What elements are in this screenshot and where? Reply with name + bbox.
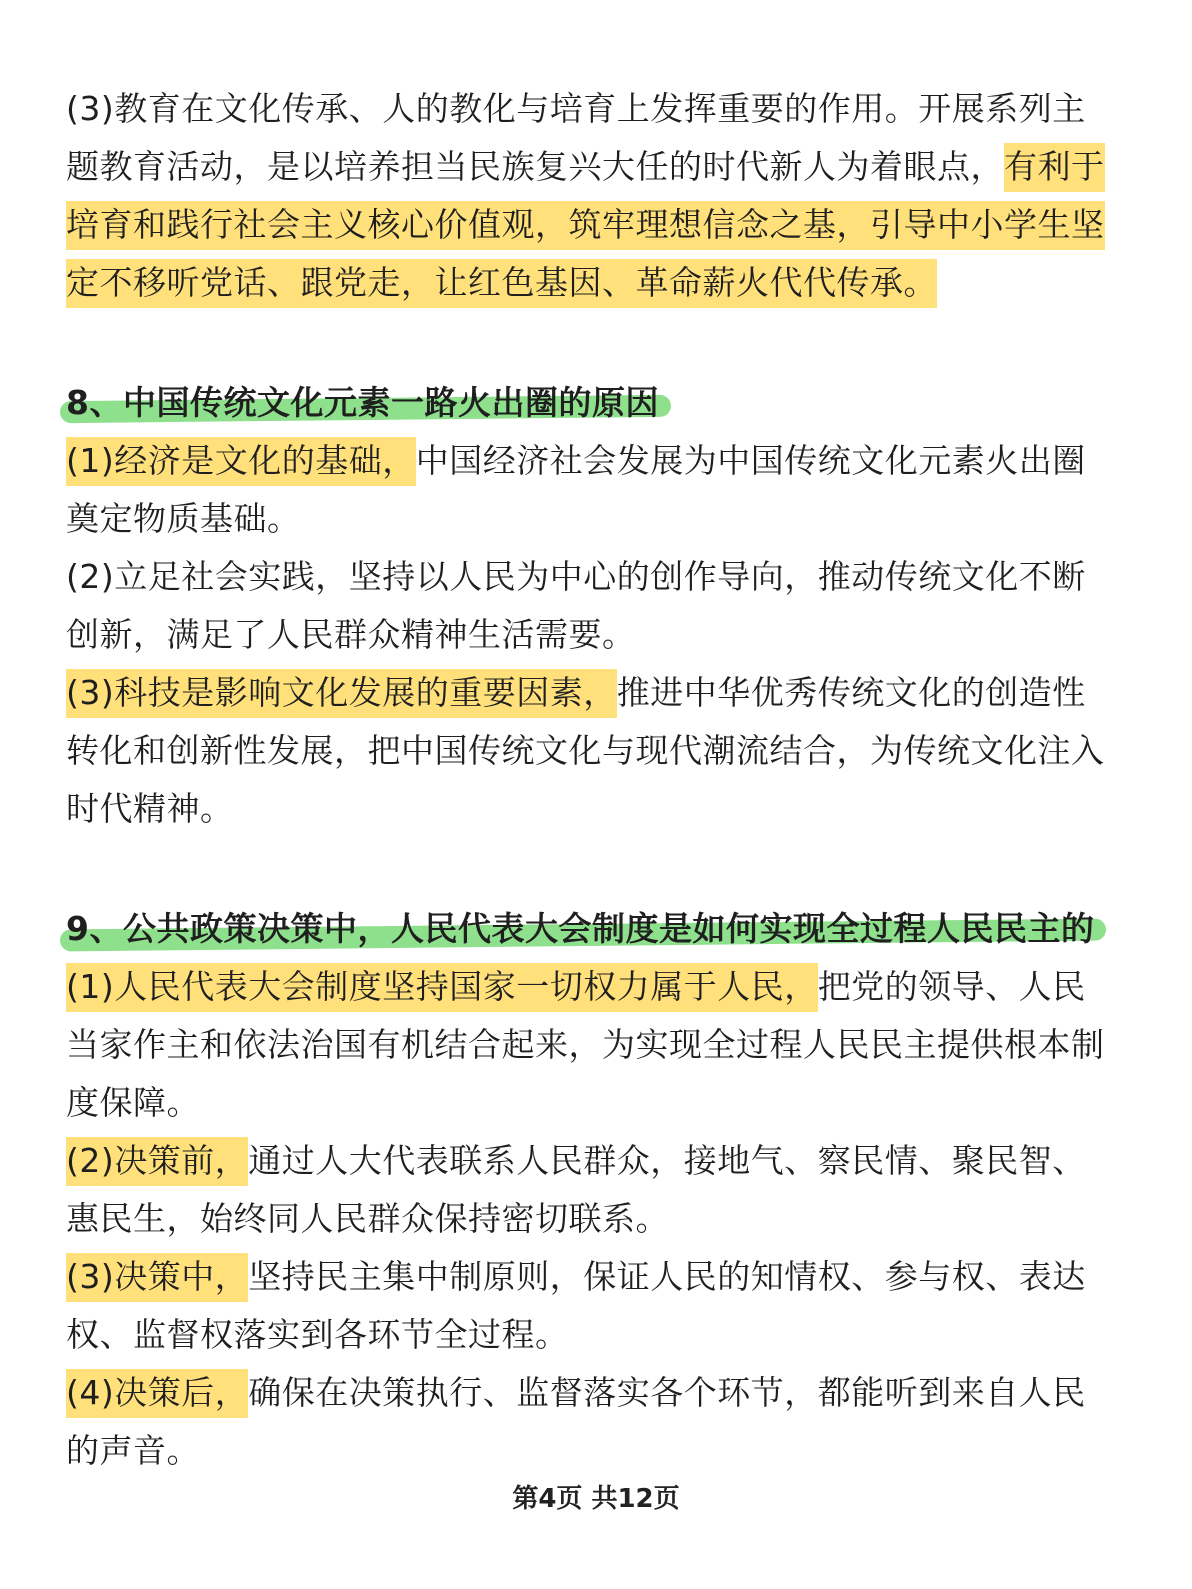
sec7-line-4 (66, 254, 1126, 312)
text-segment: 的声音。 (66, 1431, 200, 1470)
highlighted-text: 有利于 (1004, 143, 1105, 192)
text-segment: 中国经济社会发展为中国传统文化元素火出圈 (415, 441, 1086, 480)
text-segment: 推进中华优秀传统文化的创造性 (616, 673, 1086, 712)
sec8-p1-line-1 (66, 432, 1126, 490)
text-segment: 把党的领导、人民 (817, 967, 1086, 1006)
sec9-p3-line-2 (66, 1306, 1126, 1364)
sec8-p3-line-1 (66, 664, 1126, 722)
text-segment: 坚持民主集中制原则，保证人民的知情权、参与权、表达 (248, 1257, 1086, 1296)
sec9-p2-line-1 (66, 1132, 1126, 1190)
highlighted-text: (2)决策前， (66, 1137, 248, 1186)
sec8-p1-line-2 (66, 490, 1126, 548)
text-segment: (2)立足社会实践，坚持以人民为中心的创作导向，推动传统文化不断 (66, 557, 1086, 596)
heading-text: 8、中国传统文化元素一路火出圈的原因 (66, 383, 659, 422)
text-segment: 时代精神。 (66, 789, 234, 828)
highlighted-text: (3)决策中， (66, 1253, 248, 1302)
sec9-p4-line-2 (66, 1422, 1126, 1480)
section-gap (66, 312, 1126, 374)
highlighted-text: 定不移听党话、跟党走，让红色基因、革命薪火代代传承。 (66, 259, 937, 308)
sec9-p1-line-3 (66, 1074, 1126, 1132)
sec9-p4-line-1 (66, 1364, 1126, 1422)
highlighted-text: 培育和践行社会主义核心价值观，筑牢理想信念之基，引导中小学生坚 (66, 201, 1105, 250)
page-number: 第4页 共12页 (512, 1484, 680, 1514)
section-8-heading (66, 374, 1126, 432)
sec8-p3-line-2 (66, 722, 1126, 780)
text-segment: 确保在决策执行、监督落实各个环节，都能听到来自人民 (248, 1373, 1086, 1412)
sec8-p2-line-2 (66, 606, 1126, 664)
sec8-p2-line-1 (66, 548, 1126, 606)
sec8-p3-line-3 (66, 780, 1126, 838)
text-segment: 通过人大代表联系人民群众，接地气、察民情、聚民智、 (248, 1141, 1086, 1180)
text-segment: 奠定物质基础。 (66, 499, 301, 538)
text-segment: 权、监督权落实到各环节全过程。 (66, 1315, 569, 1354)
sec9-p1-line-2 (66, 1016, 1126, 1074)
text-segment: (3)教育在文化传承、人的教化与培育上发挥重要的作用。开展系列主 (66, 89, 1086, 128)
sec7-line-3 (66, 196, 1126, 254)
sec9-p2-line-2 (66, 1190, 1126, 1248)
highlighted-text: (1)经济是文化的基础， (66, 437, 416, 486)
text-segment: 创新，满足了人民群众精神生活需要。 (66, 615, 636, 654)
sec7-line-2 (66, 138, 1126, 196)
text-segment: 题教育活动，是以培养担当民族复兴大任的时代新人为着眼点， (66, 147, 1004, 186)
sec9-p1-line-1 (66, 958, 1126, 1016)
highlighted-text: (3)科技是影响文化发展的重要因素， (66, 669, 617, 718)
section-9-heading (66, 900, 1126, 958)
text-segment: 转化和创新性发展，把中国传统文化与现代潮流结合，为传统文化注入 (66, 731, 1105, 770)
highlighted-text: (4)决策后， (66, 1369, 248, 1418)
highlighted-text: (1)人民代表大会制度坚持国家一切权力属于人民， (66, 963, 818, 1012)
heading-text: 9、公共政策决策中，人民代表大会制度是如何实现全过程人民民主的 (66, 909, 1095, 948)
sec9-p3-line-1 (66, 1248, 1126, 1306)
document-page (66, 80, 1126, 1480)
sec7-line-1 (66, 80, 1126, 138)
section-gap (66, 838, 1126, 900)
text-segment: 度保障。 (66, 1083, 200, 1122)
text-segment: 惠民生，始终同人民群众保持密切联系。 (66, 1199, 669, 1238)
text-segment: 当家作主和依法治国有机结合起来，为实现全过程人民民主提供根本制 (66, 1025, 1105, 1064)
